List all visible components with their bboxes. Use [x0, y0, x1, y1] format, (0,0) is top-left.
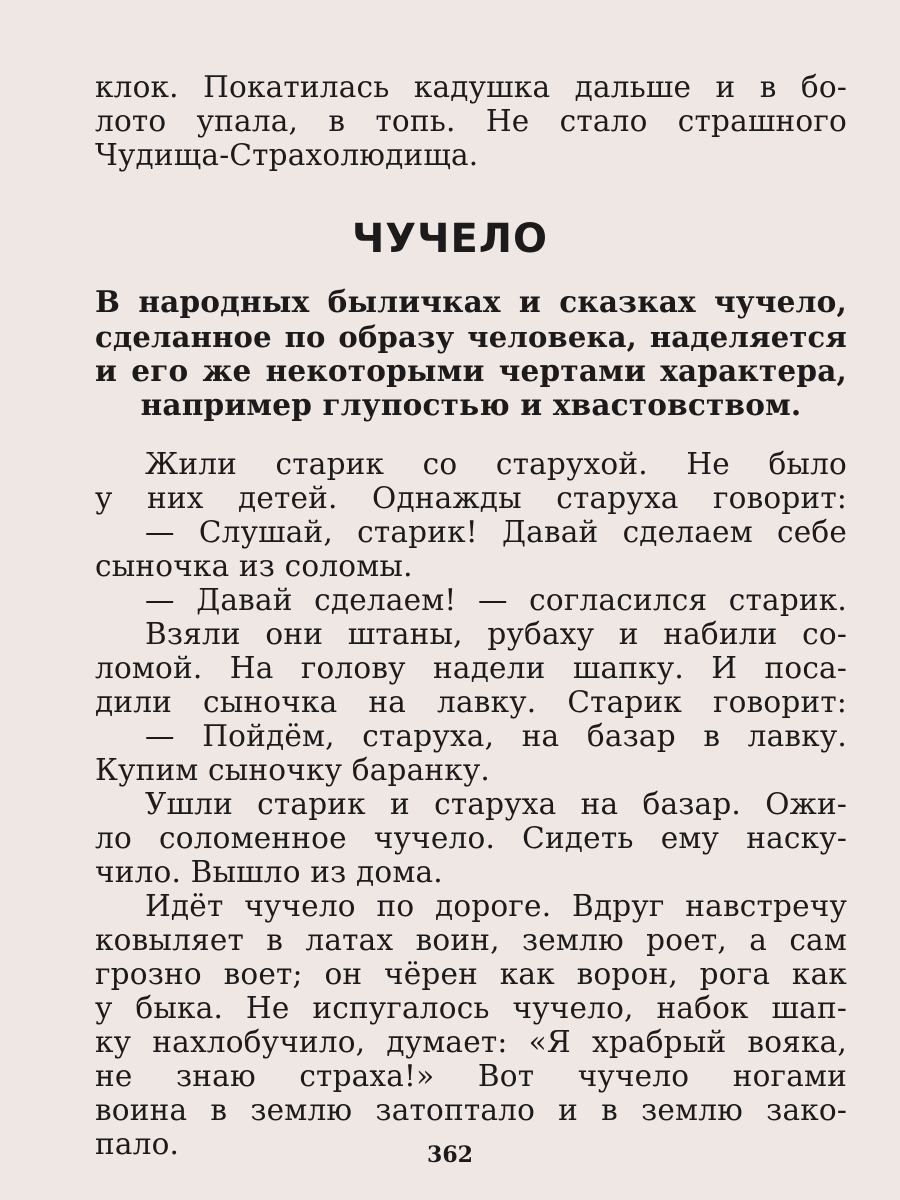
text-line: — Слушай, старик! Давай сделаем себе	[145, 515, 847, 549]
text-line: Идёт чучело по дороге. Вдруг навстречу	[145, 889, 847, 923]
text-line: воина в землю затоптало и в землю зако-	[95, 1093, 847, 1127]
text-line: ку нахлобучило, думает: «Я храбрый вояка,	[95, 1025, 847, 1059]
text-line: дили сыночка на лавку. Старик говорит:	[95, 685, 847, 719]
abstract-line: сделанное по образу человека, наделяется	[95, 320, 847, 354]
abstract-line: и его же некоторыми чертами характера,	[95, 353, 847, 388]
text-line: ломой. На голову надели шапку. И поса-	[95, 651, 847, 685]
text-line: Взяли они штаны, рубаху и набили со-	[145, 617, 847, 651]
abstract-line: например глупостью и хвастовством.	[140, 387, 802, 422]
text-line: — Давай сделаем! — согласился старик.	[145, 583, 847, 617]
story-title: ЧУЧЕЛО	[351, 216, 549, 262]
text-line: у быка. Не испугалось чучело, набок шап-	[95, 991, 847, 1025]
text-line: пало.	[95, 1127, 180, 1161]
text-line: не знаю страха!» Вот чучело ногами	[95, 1059, 847, 1093]
text-line: ковыляет в латах воин, землю роет, а сам	[95, 923, 847, 957]
text-line: Жили старик со старухой. Не было	[145, 447, 847, 481]
abstract-line: В народных быличках и сказках чучело,	[95, 284, 847, 319]
text-line: ло соломенное чучело. Сидеть ему наску-	[95, 821, 847, 855]
text-line: Купим сыночку баранку.	[95, 753, 490, 787]
text-line: лото упала, в топь. Не стало страшного	[95, 104, 847, 138]
text-line: грозно воет; он чёрен как ворон, рога как	[95, 957, 847, 991]
page-number: 362	[427, 1142, 473, 1168]
text-line: — Пойдём, старуха, на базар в лавку.	[145, 719, 847, 753]
text-line: у них детей. Однажды старуха говорит:	[95, 481, 847, 515]
text-line: Чудища-Страхолюдища.	[95, 138, 479, 172]
text-line: сыночка из соломы.	[95, 549, 413, 583]
text-line: чило. Вышло из дома.	[95, 855, 443, 889]
text-line: Ушли старик и старуха на базар. Ожи-	[145, 787, 847, 821]
text-line: клок. Покатилась кадушка дальше и в бо-	[95, 70, 847, 104]
